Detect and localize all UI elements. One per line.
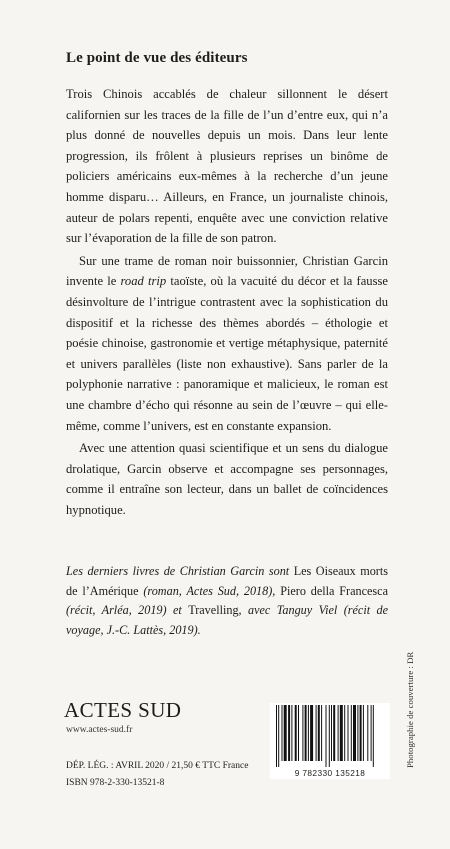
- blurb-paragraph-2-start: Sur une trame de roman noir buissonnier, Christian Garcin invente le: [66, 253, 388, 289]
- barcode-bar: [308, 705, 309, 761]
- book-title-2: Piero della Francesca: [280, 583, 388, 598]
- publisher-website: www.actes-sud.fr: [66, 725, 133, 735]
- barcode-bar: [340, 705, 343, 761]
- barcode-bar: [282, 705, 283, 761]
- barcode-bar: [348, 705, 349, 761]
- barcode-bar: [276, 705, 277, 767]
- book-info-1: (roman, Actes Sud, 2018),: [138, 583, 281, 598]
- barcode-bar: [333, 705, 335, 761]
- barcode-bar: [357, 705, 358, 761]
- barcode-number: 9 782330 135218: [270, 768, 390, 779]
- barcode-bar: [351, 705, 352, 761]
- photo-credit: Photographie de couverture : DR: [405, 651, 415, 768]
- barcode-bar: [318, 705, 320, 761]
- barcode-bar: [363, 705, 364, 761]
- book-title-3: Travelling: [188, 603, 239, 617]
- barcode-bar: [295, 705, 297, 761]
- barcode-bar: [288, 705, 290, 761]
- book-info-3: , avec Tanguy Viel (récit de voyage, J.-C. Lattès, 2019).: [66, 603, 388, 637]
- book-info-2: (récit, Arléa, 2019) et: [66, 603, 189, 617]
- barcode-bar: [353, 705, 356, 761]
- barcode-bar: [331, 705, 332, 761]
- blurb-paragraph-2-end: taoïste, où la vacuité du décor et la fausse désinvolture de l’intrigue contrastent avec la sophistication du dispositif et la richesse des thèmes abordés – éthologie et poésie chinoise, gastronomie et vertige métaphysique, paternité et univers parallèles (liste non exhaustive). Sans parler de la polyphonie narrative : panoramique et malicieux, le roman est une chambre d’écho qui résonne au sein de l’œuvre – qui elle-même, comme l’univers, est en constante expansion.: [66, 274, 388, 433]
- isbn: ISBN 978-2-330-13521-8: [66, 778, 165, 788]
- barcode-bar: [326, 705, 327, 767]
- barcode-bar: [302, 705, 303, 761]
- barcode-bar: [344, 705, 345, 761]
- publisher-logo: ACTES SUD: [64, 698, 182, 722]
- legal-deposit: DÉP. LÉG. : AVRIL 2020 / 21,50 € TTC France: [66, 761, 249, 771]
- blurb-emphasis-road-trip: road trip: [120, 274, 167, 289]
- barcode-bar: [291, 705, 292, 761]
- barcode-bar: [298, 705, 299, 761]
- barcode-bar: [321, 705, 322, 761]
- barcode-bar: [338, 705, 339, 761]
- barcode-bar: [316, 705, 317, 761]
- isbn-barcode: [270, 703, 390, 779]
- book-title-1: Les Oiseaux morts de l’Amérique: [66, 564, 388, 598]
- legal-info: [66, 758, 248, 792]
- barcode-bar: [367, 705, 368, 761]
- barcode-bar: [284, 705, 287, 761]
- bibliography-intro: Les derniers livres de Christian Garcin sont: [66, 564, 294, 578]
- barcode-bar: [305, 705, 307, 761]
- blurb-paragraph-1: Trois Chinois accablés de chaleur sillonnent le désert californien sur les traces de la fille de l’un d’entre eux, qui n’a plus donné de nouvelles depuis un mois. Dans leur lente progression, ils frôlent à plusieurs reprises un binôme de policiers américains eux-mêmes à la recherche d’un jeune homme disparu… Ailleurs, en France, un journaliste chinois, auteur de polars repenti, enquête avec une conviction relative sur l’évaporation de la fille de son patron.: [66, 87, 388, 246]
- section-heading: Le point de vue des éditeurs: [66, 50, 248, 66]
- author-bibliography: [66, 562, 388, 640]
- barcode-bar: [373, 705, 374, 767]
- blurb: [66, 84, 388, 520]
- blurb-paragraph-2: [66, 251, 388, 436]
- barcode-bars: [270, 703, 390, 769]
- barcode-bar: [278, 705, 279, 767]
- barcode-bar: [310, 705, 313, 761]
- barcode-bar: [360, 705, 362, 761]
- barcode-bar: [371, 705, 372, 761]
- blurb-paragraph-3: Avec une attention quasi scientifique et un sens du dialogue drolatique, Garcin observe et accompagne ses personnages, comme il entraîne son lecteur, dans un ballet de coïncidences hypnotique.: [66, 441, 388, 517]
- barcode-bar: [329, 705, 330, 767]
